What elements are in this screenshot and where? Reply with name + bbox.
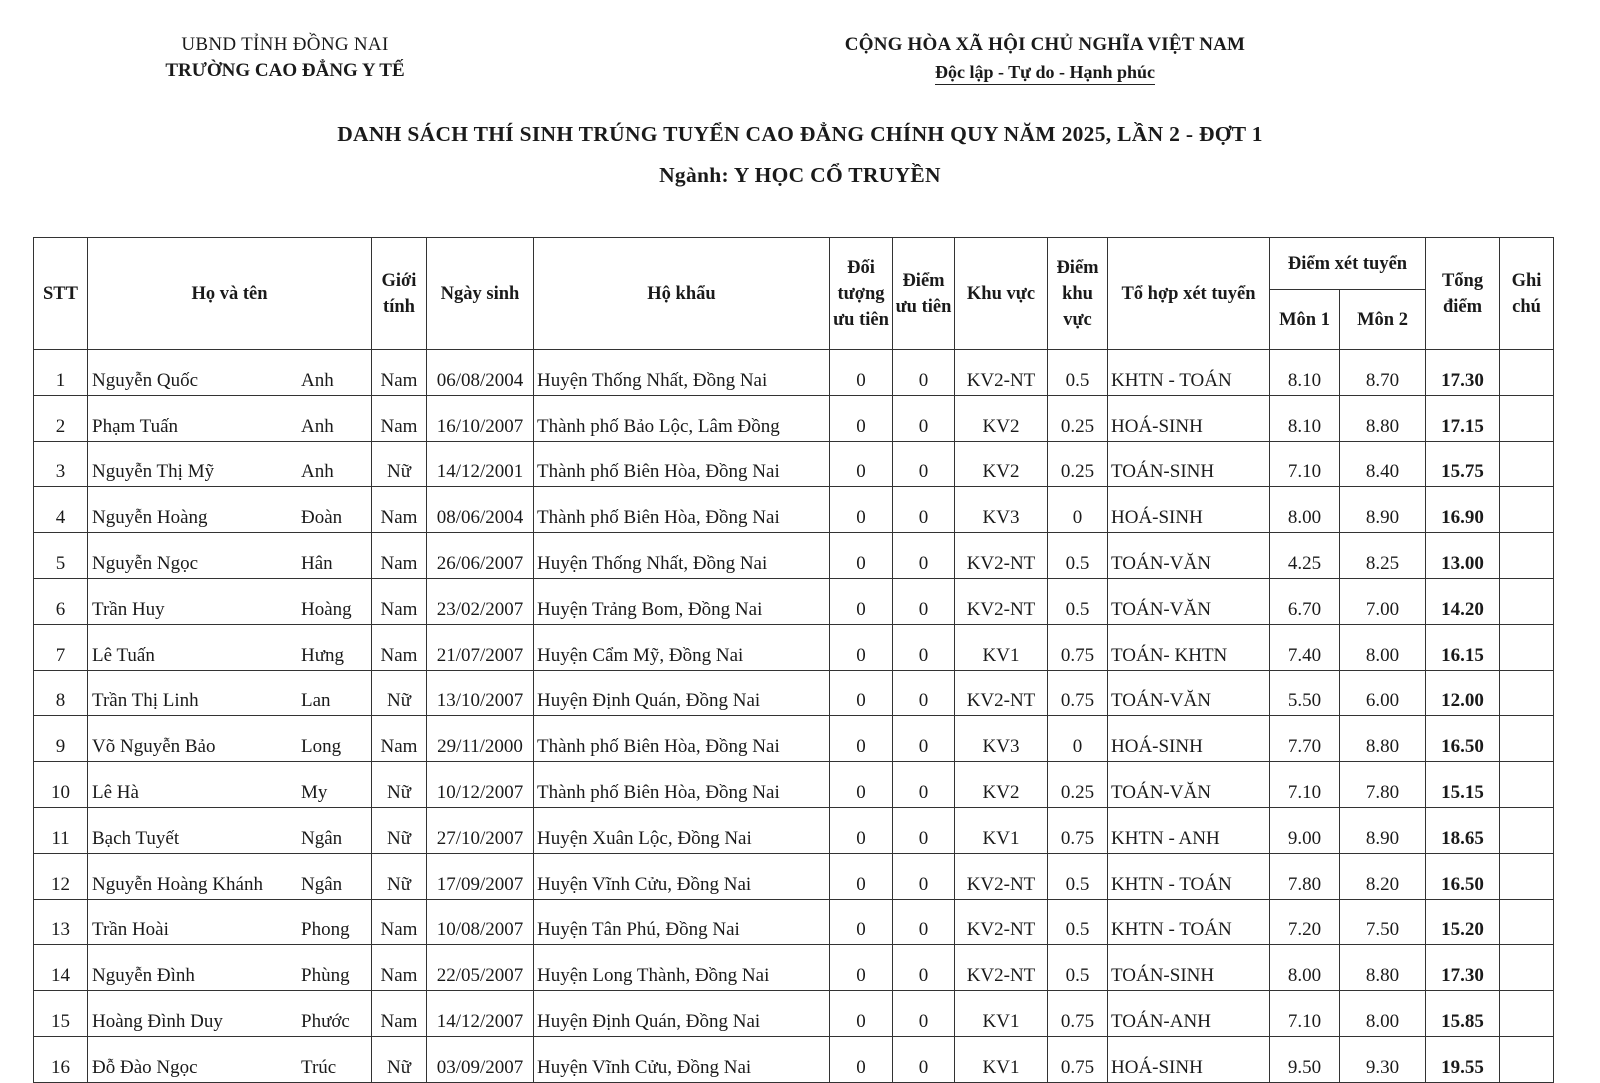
cell-subject1: 4.25 xyxy=(1270,533,1340,579)
cell-name xyxy=(88,945,372,991)
last-middle-name: Phạm Tuấn xyxy=(92,415,179,437)
cell-stt: 13 xyxy=(34,899,88,945)
table-row xyxy=(34,670,1554,716)
cell-dob: 21/07/2007 xyxy=(427,624,534,670)
country-name: CỘNG HÒA XÃ HỘI CHỦ NGHĨA VIỆT NAM xyxy=(844,34,1246,55)
cell-combination: TOÁN-SINH xyxy=(1108,441,1270,487)
cell-priority-group: 0 xyxy=(830,441,893,487)
cell-stt: 11 xyxy=(34,807,88,853)
cell-region-points: 0.75 xyxy=(1048,1036,1108,1082)
header-total: Tổng điểm xyxy=(1426,238,1500,350)
cell-gender: Nam xyxy=(372,991,427,1037)
cell-name xyxy=(88,395,372,441)
cell-address: Thành phố Biên Hòa, Đồng Nai xyxy=(534,441,830,487)
cell-combination: TOÁN-SINH xyxy=(1108,945,1270,991)
last-middle-name: Trần Hoài xyxy=(92,919,169,941)
cell-stt: 9 xyxy=(34,716,88,762)
cell-gender: Nữ xyxy=(372,670,427,716)
cell-dob: 08/06/2004 xyxy=(427,487,534,533)
cell-note xyxy=(1500,762,1554,808)
table-row xyxy=(34,624,1554,670)
cell-region: KV2-NT xyxy=(955,350,1048,396)
cell-subject1: 6.70 xyxy=(1270,578,1340,624)
cell-gender: Nam xyxy=(372,487,427,533)
last-middle-name: Trần Huy xyxy=(92,598,165,620)
cell-name xyxy=(88,624,372,670)
cell-subject1: 8.00 xyxy=(1270,945,1340,991)
cell-dob: 16/10/2007 xyxy=(427,395,534,441)
first-name: Hưng xyxy=(301,644,345,666)
cell-note xyxy=(1500,670,1554,716)
cell-note xyxy=(1500,716,1554,762)
cell-stt: 8 xyxy=(34,670,88,716)
cell-dob: 26/06/2007 xyxy=(427,533,534,579)
cell-total: 15.15 xyxy=(1426,762,1500,808)
cell-region-points: 0.5 xyxy=(1048,853,1108,899)
header-name: Họ và tên xyxy=(88,238,372,350)
cell-priority-points: 0 xyxy=(893,899,955,945)
header-subject1: Môn 1 xyxy=(1270,290,1340,350)
cell-region-points: 0.25 xyxy=(1048,395,1108,441)
last-middle-name: Nguyễn Hoàng xyxy=(92,507,208,529)
cell-combination: TOÁN- KHTN xyxy=(1108,624,1270,670)
cell-priority-group: 0 xyxy=(830,533,893,579)
cell-note xyxy=(1500,350,1554,396)
cell-note xyxy=(1500,578,1554,624)
cell-priority-group: 0 xyxy=(830,807,893,853)
cell-gender: Nam xyxy=(372,716,427,762)
cell-address: Thành phố Bảo Lộc, Lâm Đồng xyxy=(534,395,830,441)
cell-total: 15.85 xyxy=(1426,991,1500,1037)
cell-combination: TOÁN-VĂN xyxy=(1108,670,1270,716)
cell-total: 18.65 xyxy=(1426,807,1500,853)
admission-table xyxy=(33,237,1554,1083)
cell-dob: 23/02/2007 xyxy=(427,578,534,624)
cell-region-points: 0.5 xyxy=(1048,533,1108,579)
cell-region-points: 0.5 xyxy=(1048,899,1108,945)
cell-name xyxy=(88,807,372,853)
cell-note xyxy=(1500,441,1554,487)
table-row xyxy=(34,991,1554,1037)
cell-region: KV1 xyxy=(955,624,1048,670)
cell-stt: 4 xyxy=(34,487,88,533)
header-note: Ghi chú xyxy=(1500,238,1554,350)
cell-gender: Nam xyxy=(372,395,427,441)
cell-stt: 10 xyxy=(34,762,88,808)
cell-address: Huyện Vĩnh Cửu, Đồng Nai xyxy=(534,853,830,899)
cell-priority-points: 0 xyxy=(893,807,955,853)
table-row xyxy=(34,945,1554,991)
last-middle-name: Hoàng Đình Duy xyxy=(92,1010,223,1032)
cell-priority-group: 0 xyxy=(830,853,893,899)
header-dob: Ngày sinh xyxy=(427,238,534,350)
cell-priority-points: 0 xyxy=(893,1036,955,1082)
cell-subject1: 7.10 xyxy=(1270,762,1340,808)
cell-region: KV1 xyxy=(955,807,1048,853)
cell-priority-group: 0 xyxy=(830,350,893,396)
cell-region-points: 0.5 xyxy=(1048,578,1108,624)
last-middle-name: Đỗ Đào Ngọc xyxy=(92,1056,198,1078)
cell-priority-points: 0 xyxy=(893,350,955,396)
table-row xyxy=(34,853,1554,899)
last-middle-name: Nguyễn Thị Mỹ xyxy=(92,461,215,483)
table-row xyxy=(34,1036,1554,1082)
cell-total: 17.15 xyxy=(1426,395,1500,441)
cell-priority-group: 0 xyxy=(830,716,893,762)
cell-address: Huyện Thống Nhất, Đồng Nai xyxy=(534,350,830,396)
cell-subject1: 9.50 xyxy=(1270,1036,1340,1082)
cell-priority-points: 0 xyxy=(893,395,955,441)
cell-region: KV3 xyxy=(955,487,1048,533)
last-middle-name: Trần Thị Linh xyxy=(92,690,199,712)
cell-name xyxy=(88,533,372,579)
header-gender: Giới tính xyxy=(372,238,427,350)
cell-name xyxy=(88,670,372,716)
cell-name xyxy=(88,853,372,899)
last-middle-name: Lê Tuấn xyxy=(92,644,155,666)
header-region: Khu vực xyxy=(955,238,1048,350)
cell-subject2: 8.40 xyxy=(1340,441,1426,487)
cell-priority-points: 0 xyxy=(893,441,955,487)
header-admission-scores: Điểm xét tuyển xyxy=(1270,238,1426,290)
cell-subject2: 8.25 xyxy=(1340,533,1426,579)
school-name: TRƯỜNG CAO ĐẲNG Y TẾ xyxy=(165,60,405,81)
first-name: Anh xyxy=(301,369,334,391)
header-priority-points: Điểm ưu tiên xyxy=(893,238,955,350)
cell-region: KV2-NT xyxy=(955,533,1048,579)
cell-subject1: 7.80 xyxy=(1270,853,1340,899)
document-title: DANH SÁCH THÍ SINH TRÚNG TUYỂN CAO ĐẲNG CHÍNH QUY NĂM 2025, LẦN 2 - ĐỢT 1 xyxy=(337,122,1263,146)
cell-note xyxy=(1500,853,1554,899)
cell-region-points: 0.5 xyxy=(1048,945,1108,991)
cell-combination: KHTN - TOÁN xyxy=(1108,899,1270,945)
table-row xyxy=(34,762,1554,808)
cell-dob: 14/12/2001 xyxy=(427,441,534,487)
cell-stt: 12 xyxy=(34,853,88,899)
first-name: Đoàn xyxy=(301,507,343,529)
cell-region: KV2-NT xyxy=(955,578,1048,624)
cell-priority-points: 0 xyxy=(893,487,955,533)
table-row xyxy=(34,487,1554,533)
cell-total: 15.20 xyxy=(1426,899,1500,945)
cell-address: Huyện Định Quán, Đồng Nai xyxy=(534,670,830,716)
cell-combination: TOÁN-VĂN xyxy=(1108,762,1270,808)
cell-gender: Nữ xyxy=(372,807,427,853)
cell-dob: 06/08/2004 xyxy=(427,350,534,396)
cell-region: KV2 xyxy=(955,441,1048,487)
cell-gender: Nữ xyxy=(372,1036,427,1082)
cell-stt: 6 xyxy=(34,578,88,624)
cell-dob: 22/05/2007 xyxy=(427,945,534,991)
cell-priority-group: 0 xyxy=(830,1036,893,1082)
cell-subject1: 7.10 xyxy=(1270,441,1340,487)
cell-total: 16.15 xyxy=(1426,624,1500,670)
cell-priority-group: 0 xyxy=(830,395,893,441)
cell-dob: 14/12/2007 xyxy=(427,991,534,1037)
cell-subject1: 7.40 xyxy=(1270,624,1340,670)
cell-subject1: 8.10 xyxy=(1270,395,1340,441)
cell-stt: 16 xyxy=(34,1036,88,1082)
cell-name xyxy=(88,991,372,1037)
cell-subject2: 8.00 xyxy=(1340,991,1426,1037)
first-name: Anh xyxy=(301,461,334,483)
cell-address: Thành phố Biên Hòa, Đồng Nai xyxy=(534,716,830,762)
cell-gender: Nam xyxy=(372,624,427,670)
cell-note xyxy=(1500,395,1554,441)
cell-dob: 29/11/2000 xyxy=(427,716,534,762)
cell-note xyxy=(1500,945,1554,991)
cell-gender: Nam xyxy=(372,899,427,945)
cell-dob: 10/08/2007 xyxy=(427,899,534,945)
cell-address: Huyện Định Quán, Đồng Nai xyxy=(534,991,830,1037)
cell-region-points: 0.75 xyxy=(1048,991,1108,1037)
cell-priority-points: 0 xyxy=(893,716,955,762)
cell-subject2: 8.70 xyxy=(1340,350,1426,396)
cell-region: KV2 xyxy=(955,395,1048,441)
cell-combination: HOÁ-SINH xyxy=(1108,1036,1270,1082)
cell-name xyxy=(88,487,372,533)
last-middle-name: Lê Hà xyxy=(92,781,139,803)
cell-gender: Nam xyxy=(372,350,427,396)
cell-gender: Nữ xyxy=(372,853,427,899)
cell-address: Thành phố Biên Hòa, Đồng Nai xyxy=(534,487,830,533)
cell-gender: Nam xyxy=(372,533,427,579)
first-name: Long xyxy=(301,736,342,758)
header-stt: STT xyxy=(34,238,88,350)
cell-gender: Nam xyxy=(372,945,427,991)
cell-region: KV2-NT xyxy=(955,670,1048,716)
cell-total: 12.00 xyxy=(1426,670,1500,716)
cell-total: 16.90 xyxy=(1426,487,1500,533)
cell-gender: Nữ xyxy=(372,441,427,487)
cell-subject2: 7.00 xyxy=(1340,578,1426,624)
last-middle-name: Nguyễn Quốc xyxy=(92,369,199,391)
cell-stt: 15 xyxy=(34,991,88,1037)
table-row xyxy=(34,899,1554,945)
cell-region-points: 0.25 xyxy=(1048,441,1108,487)
header-region-points: Điểm khu vực xyxy=(1048,238,1108,350)
first-name: Hân xyxy=(301,552,333,574)
cell-note xyxy=(1500,1036,1554,1082)
cell-priority-group: 0 xyxy=(830,670,893,716)
cell-combination: KHTN - TOÁN xyxy=(1108,350,1270,396)
header-address: Hộ khẩu xyxy=(534,238,830,350)
cell-gender: Nam xyxy=(372,578,427,624)
cell-priority-points: 0 xyxy=(893,762,955,808)
cell-subject1: 5.50 xyxy=(1270,670,1340,716)
first-name: Trúc xyxy=(301,1056,337,1078)
first-name: Phùng xyxy=(301,965,350,987)
cell-subject1: 7.20 xyxy=(1270,899,1340,945)
cell-note xyxy=(1500,807,1554,853)
cell-total: 17.30 xyxy=(1426,350,1500,396)
cell-priority-points: 0 xyxy=(893,578,955,624)
major-title: Ngành: Y HỌC CỔ TRUYỀN xyxy=(659,163,941,187)
national-motto xyxy=(790,34,1300,85)
cell-dob: 10/12/2007 xyxy=(427,762,534,808)
cell-subject1: 7.10 xyxy=(1270,991,1340,1037)
cell-address: Huyện Vĩnh Cửu, Đồng Nai xyxy=(534,1036,830,1082)
cell-region: KV2-NT xyxy=(955,899,1048,945)
cell-subject2: 8.80 xyxy=(1340,945,1426,991)
cell-stt: 7 xyxy=(34,624,88,670)
cell-address: Huyện Cẩm Mỹ, Đồng Nai xyxy=(534,624,830,670)
first-name: Phước xyxy=(301,1010,350,1032)
last-middle-name: Nguyễn Hoàng Khánh xyxy=(92,873,263,895)
first-name: Ngân xyxy=(301,827,343,849)
cell-address: Huyện Xuân Lộc, Đồng Nai xyxy=(534,807,830,853)
first-name: Ngân xyxy=(301,873,343,895)
cell-combination: TOÁN-VĂN xyxy=(1108,578,1270,624)
cell-note xyxy=(1500,533,1554,579)
cell-subject2: 8.20 xyxy=(1340,853,1426,899)
cell-address: Huyện Thống Nhất, Đồng Nai xyxy=(534,533,830,579)
cell-dob: 03/09/2007 xyxy=(427,1036,534,1082)
cell-priority-points: 0 xyxy=(893,670,955,716)
cell-priority-points: 0 xyxy=(893,624,955,670)
cell-dob: 17/09/2007 xyxy=(427,853,534,899)
cell-priority-group: 0 xyxy=(830,945,893,991)
cell-priority-group: 0 xyxy=(830,578,893,624)
cell-total: 17.30 xyxy=(1426,945,1500,991)
cell-gender: Nữ xyxy=(372,762,427,808)
cell-region-points: 0.5 xyxy=(1048,350,1108,396)
cell-name xyxy=(88,350,372,396)
cell-region: KV3 xyxy=(955,716,1048,762)
table-row xyxy=(34,441,1554,487)
cell-priority-group: 0 xyxy=(830,899,893,945)
cell-subject2: 9.30 xyxy=(1340,1036,1426,1082)
cell-total: 14.20 xyxy=(1426,578,1500,624)
table-row xyxy=(34,533,1554,579)
cell-region-points: 0.75 xyxy=(1048,670,1108,716)
cell-subject1: 8.00 xyxy=(1270,487,1340,533)
cell-combination: HOÁ-SINH xyxy=(1108,487,1270,533)
cell-name xyxy=(88,1036,372,1082)
cell-priority-group: 0 xyxy=(830,991,893,1037)
cell-priority-points: 0 xyxy=(893,991,955,1037)
cell-total: 15.75 xyxy=(1426,441,1500,487)
cell-subject2: 7.80 xyxy=(1340,762,1426,808)
cell-address: Huyện Trảng Bom, Đồng Nai xyxy=(534,578,830,624)
cell-stt: 14 xyxy=(34,945,88,991)
table-row xyxy=(34,807,1554,853)
cell-subject2: 6.00 xyxy=(1340,670,1426,716)
table-row xyxy=(34,395,1554,441)
cell-combination: KHTN - ANH xyxy=(1108,807,1270,853)
cell-subject2: 8.90 xyxy=(1340,807,1426,853)
cell-priority-group: 0 xyxy=(830,624,893,670)
table-row xyxy=(34,578,1554,624)
cell-name xyxy=(88,578,372,624)
cell-note xyxy=(1500,991,1554,1037)
cell-address: Huyện Tân Phú, Đồng Nai xyxy=(534,899,830,945)
cell-stt: 3 xyxy=(34,441,88,487)
last-middle-name: Bạch Tuyết xyxy=(92,827,180,849)
cell-note xyxy=(1500,487,1554,533)
cell-total: 19.55 xyxy=(1426,1036,1500,1082)
cell-dob: 27/10/2007 xyxy=(427,807,534,853)
cell-note xyxy=(1500,624,1554,670)
last-middle-name: Nguyễn Ngọc xyxy=(92,552,199,574)
first-name: My xyxy=(301,781,328,803)
table-row xyxy=(34,350,1554,396)
cell-priority-group: 0 xyxy=(830,487,893,533)
cell-subject1: 8.10 xyxy=(1270,350,1340,396)
cell-note xyxy=(1500,899,1554,945)
cell-region-points: 0 xyxy=(1048,716,1108,762)
cell-combination: HOÁ-SINH xyxy=(1108,395,1270,441)
header-combination: Tổ hợp xét tuyển xyxy=(1108,238,1270,350)
cell-subject2: 8.80 xyxy=(1340,716,1426,762)
cell-region-points: 0.75 xyxy=(1048,624,1108,670)
cell-name xyxy=(88,716,372,762)
cell-subject2: 8.90 xyxy=(1340,487,1426,533)
cell-combination: TOÁN-ANH xyxy=(1108,991,1270,1037)
cell-combination: TOÁN-VĂN xyxy=(1108,533,1270,579)
cell-priority-group: 0 xyxy=(830,762,893,808)
cell-stt: 5 xyxy=(34,533,88,579)
cell-address: Thành phố Biên Hòa, Đồng Nai xyxy=(534,762,830,808)
motto: Độc lập - Tự do - Hạnh phúc xyxy=(935,62,1155,85)
cell-region: KV2-NT xyxy=(955,853,1048,899)
cell-subject2: 8.80 xyxy=(1340,395,1426,441)
table-row xyxy=(34,716,1554,762)
cell-total: 16.50 xyxy=(1426,853,1500,899)
first-name: Anh xyxy=(301,415,334,437)
cell-combination: KHTN - TOÁN xyxy=(1108,853,1270,899)
cell-priority-points: 0 xyxy=(893,853,955,899)
cell-region-points: 0 xyxy=(1048,487,1108,533)
last-middle-name: Nguyễn Đình xyxy=(92,965,195,987)
cell-region: KV1 xyxy=(955,1036,1048,1082)
cell-stt: 1 xyxy=(34,350,88,396)
cell-dob: 13/10/2007 xyxy=(427,670,534,716)
cell-subject2: 8.00 xyxy=(1340,624,1426,670)
cell-priority-points: 0 xyxy=(893,533,955,579)
cell-subject1: 9.00 xyxy=(1270,807,1340,853)
province-committee: UBND TỈNH ĐỒNG NAI xyxy=(181,34,389,55)
cell-subject2: 7.50 xyxy=(1340,899,1426,945)
cell-region: KV1 xyxy=(955,991,1048,1037)
first-name: Phong xyxy=(301,919,350,941)
header-subject2: Môn 2 xyxy=(1340,290,1426,350)
cell-region: KV2 xyxy=(955,762,1048,808)
cell-total: 16.50 xyxy=(1426,716,1500,762)
cell-name xyxy=(88,762,372,808)
cell-subject1: 7.70 xyxy=(1270,716,1340,762)
cell-name xyxy=(88,899,372,945)
cell-region-points: 0.25 xyxy=(1048,762,1108,808)
header-priority-group: Đối tượng ưu tiên xyxy=(830,238,893,350)
cell-name xyxy=(88,441,372,487)
cell-priority-points: 0 xyxy=(893,945,955,991)
cell-address: Huyện Long Thành, Đồng Nai xyxy=(534,945,830,991)
cell-total: 13.00 xyxy=(1426,533,1500,579)
last-middle-name: Võ Nguyễn Bảo xyxy=(92,736,216,758)
issuing-authority xyxy=(130,34,440,82)
first-name: Hoàng xyxy=(301,598,352,620)
cell-region-points: 0.75 xyxy=(1048,807,1108,853)
cell-stt: 2 xyxy=(34,395,88,441)
first-name: Lan xyxy=(301,690,331,712)
cell-region: KV2-NT xyxy=(955,945,1048,991)
cell-combination: HOÁ-SINH xyxy=(1108,716,1270,762)
